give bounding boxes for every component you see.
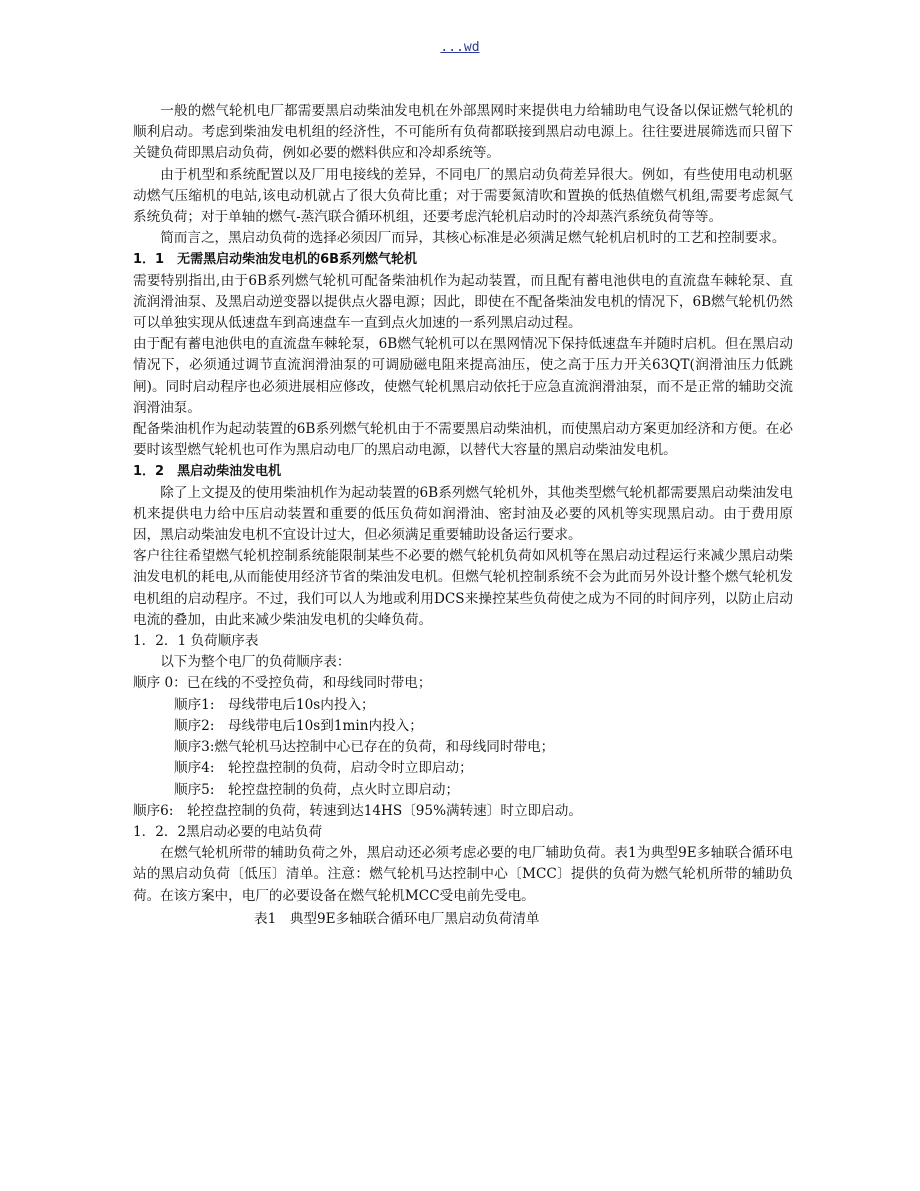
sequence-item-4: 顺序4: 轮控盘控制的负荷，启动令时立即启动； <box>174 760 473 777</box>
paragraph: 需要特别指出,由于6B系列燃气轮机可配备柴油机作为起动装置，而且配有蓄电池供电的直流盘车棘轮泵、直流润滑油泵、及黑启动逆变器以提供点火器电源；因此，即使在不配备柴油发电机的情况下，6B燃气轮机仍然可以单独实现从低速盘车到高速盘车一直到点火加速的一系列黑启动过程。 <box>133 272 793 332</box>
paragraph: 由于机型和系统配置以及厂用电接线的差异，不同电厂的黑启动负荷差异很大。例如，有些使用电动机驱动燃气压缩机的电站,该电动机就占了很大负荷比重；对于需要氮清吹和置换的低热值燃气机组,需要考虑氮气系统负荷；对于单轴的燃气-蒸汽联合循环机组，还要考虑汽轮机启动时的冷却蒸汽系统负荷等等。 <box>133 166 793 226</box>
paragraph: 一般的燃气轮机电厂都需要黑启动柴油发电机在外部黑网时来提供电力给辅助电气设备以保证燃气轮机的顺利启动。考虑到柴油发电机组的经济性，不可能所有负荷都联接到黑启动电源上。往往要进展筛选而只留下关键负荷即黑启动负荷，例如必要的燃料供应和冷却系统等。 <box>133 103 793 162</box>
paragraph: 以下为整个电厂的负荷顺序表： <box>160 654 351 671</box>
sequence-item-2: 顺序2: 母线带电后10s到1min内投入； <box>174 717 423 734</box>
section-heading-1-2-2: 1．2．2黑启动必要的电站负荷 <box>133 823 323 840</box>
section-heading-1-2: 1．2 黑启动柴油发电机 <box>133 464 282 480</box>
table-caption: 表1 典型9E多轴联合循环电厂黑启动负荷清单 <box>254 910 540 927</box>
paragraph: 由于配有蓄电池供电的直流盘车棘轮泵，6B燃气轮机可以在黑网情况下保持低速盘车并随时启机。但在黑启动情况下，必须通过调节直流润滑油泵的可调励磁电阻来提高油压，使之高于压力开关63QT(润滑油压力低跳闸)。同时启动程序也必须进展相应修改，使燃气轮机黑启动依托于应急直流润滑油泵，而不是正常的辅助交流润滑油泵。 <box>133 336 793 416</box>
paragraph: 简而言之，黑启动负荷的选择必须因厂而异，其核心标准是必须满足燃气轮机启机时的工艺和控制要求。 <box>160 230 786 247</box>
paragraph: 配备柴油机作为起动装置的6B系列燃气轮机由于不需要黑启动柴油机，而使黑启动方案更加经济和方便。在必要时该型燃气轮机也可作为黑启动电厂的黑启动电源，以替代大容量的黑启动柴油发电机。 <box>133 421 793 459</box>
sequence-item-1: 顺序1: 母线带电后10s内投入； <box>174 696 375 713</box>
paragraph: 在燃气轮机所带的辅助负荷之外，黑启动还必须考虑必要的电厂辅助负荷。表1为典型9E多轴联合循环电站的黑启动负荷〔低压〕清单。注意：燃气轮机马达控制中心〔MCC〕提供的负荷为燃气轮机所带的辅助负荷。在该方案中，电厂的必要设备在燃气轮机MCC受电前先受电。 <box>133 845 793 904</box>
header-link[interactable]: ...wd <box>440 40 480 55</box>
document-body <box>133 101 793 930</box>
sequence-item-3: 顺序3:燃气轮机马达控制中心已存在的负荷，和母线同时带电； <box>174 739 555 756</box>
sequence-item-6: 顺序6: 轮控盘控制的负荷，转速到达14HS〔95%满转速〕时立即启动。 <box>133 802 582 819</box>
paragraph: 客户往往希望燃气轮机控制系统能限制某些不必要的燃气轮机负荷如风机等在黑启动过程运行来减少黑启动柴油发电机的耗电,从而能使用经济节省的柴油发电机。但燃气轮机控制系统不会为此而另外设计整个燃气轮机发电机组的启动程序。不过，我们可以人为地或利用DCS来操控某些负荷使之成为不同的时间序列，以防止启动电流的叠加，由此来减少柴油发电机的尖峰负荷。 <box>133 548 793 628</box>
sequence-item-5: 顺序5: 轮控盘控制的负荷，点火时立即启动； <box>174 781 460 798</box>
section-heading-1-1: 1．1 无需黑启动柴油发电机的6B系列燃气轮机 <box>133 252 418 268</box>
sequence-item-0: 顺序 0：已在线的不受控负荷，和母线同时带电； <box>133 675 432 692</box>
paragraph: 除了上文提及的使用柴油机作为起动装置的6B系列燃气轮机外，其他类型燃气轮机都需要黑启动柴油发电机来提供电力给中压启动装置和重要的低压负荷如润滑油、密封油及必要的风机等实现黑启动。由于费用原因，黑启动柴油发电机不宜设计过大，但必须满足重要辅助设备运行要求。 <box>133 484 793 544</box>
section-heading-1-2-1: 1．2．1 负荷顺序表 <box>133 633 259 650</box>
